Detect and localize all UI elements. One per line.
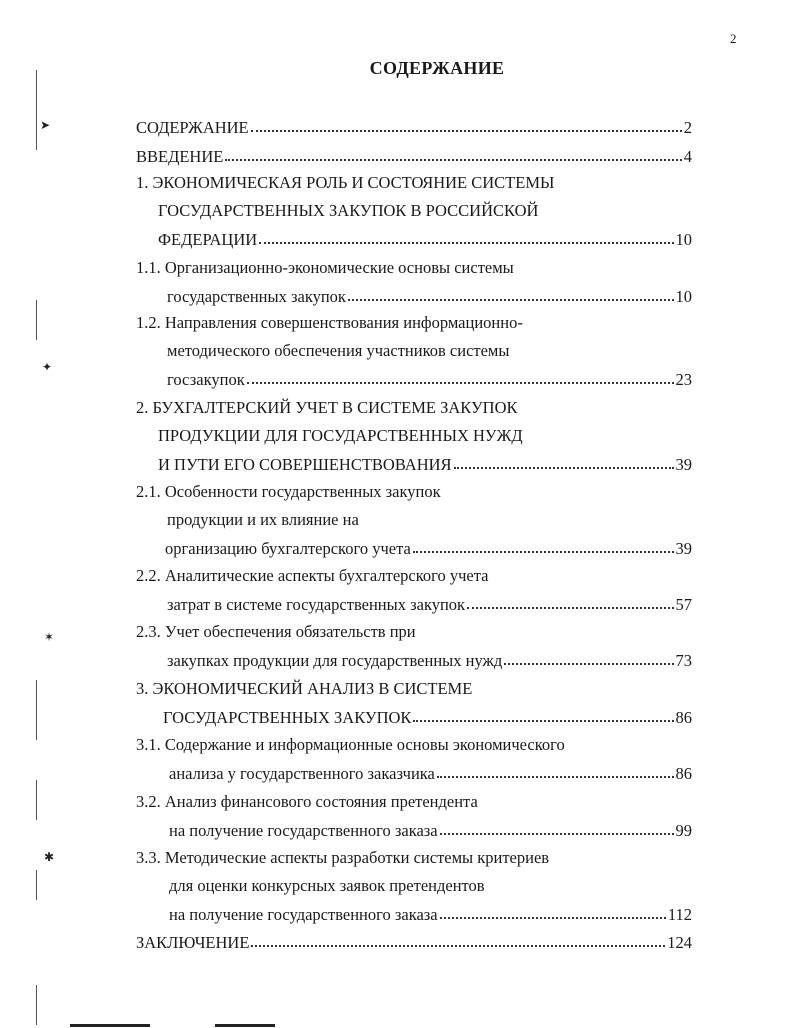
toc-entry-chapter-3-line: 3. ЭКОНОМИЧЕСКИЙ АНАЛИЗ В СИСТЕМЕ: [136, 679, 473, 698]
toc-entry-3-1-line: 3.1. Содержание и информационные основы экономического: [136, 735, 565, 754]
toc-entry-chapter-1[interactable]: [158, 229, 692, 250]
toc-page-number: 39: [675, 455, 692, 474]
toc-page-number: 86: [675, 764, 692, 783]
toc-entry-2-2[interactable]: [167, 594, 692, 615]
toc-entry-conclusion[interactable]: [136, 932, 692, 953]
binding-hole-mark: ✱: [44, 850, 55, 864]
toc-entry-3-3-line: для оценки конкурсных заявок претендентов: [169, 876, 485, 895]
toc-page-number: 99: [675, 821, 692, 840]
toc-entry-title: закупках продукции для государственных нужд: [167, 651, 503, 670]
toc-page-number: 4: [683, 147, 692, 166]
toc-entry-chapter-3[interactable]: [163, 707, 692, 728]
toc-page-number: 112: [667, 905, 692, 924]
dot-leader: [251, 931, 665, 947]
toc-entry-contents[interactable]: [136, 117, 692, 138]
dot-leader: [440, 903, 666, 919]
toc-entry-2-2-line: 2.2. Аналитические аспекты бухгалтерского учета: [136, 566, 489, 585]
dot-leader: [247, 368, 674, 384]
toc-entry-title: СОДЕРЖАНИЕ: [136, 118, 249, 137]
toc-entry-title: анализа у государственного заказчика: [169, 764, 435, 783]
toc-entry-2-3[interactable]: [167, 650, 692, 671]
toc-entry-1-1-line: 1.1. Организационно-экономические основы системы: [136, 258, 514, 277]
binding-hole-mark: ✦: [42, 360, 53, 374]
dot-leader: [504, 649, 673, 665]
toc-entry-title: ЗАКЛЮЧЕНИЕ: [136, 933, 250, 952]
toc-entry-3-1[interactable]: [169, 763, 692, 784]
toc-entry-title: И ПУТИ ЕГО СОВЕРШЕНСТВОВАНИЯ: [158, 455, 452, 474]
page-title: СОДЕРЖАНИЕ: [369, 58, 505, 78]
dot-leader: [348, 285, 674, 301]
toc-entry-title: ГОСУДАРСТВЕННЫХ ЗАКУПОК: [163, 708, 412, 727]
toc-entry-2-1-line: 2.1. Особенности государственных закупок: [136, 482, 441, 501]
toc-entry-title: на получение государственного заказа: [169, 905, 438, 924]
toc-page-number: 10: [675, 287, 692, 306]
dot-leader: [259, 228, 673, 244]
toc-entry-3-2[interactable]: [169, 820, 692, 841]
toc-entry-title: затрат в системе государственных закупок: [167, 595, 466, 614]
toc-entry-1-2[interactable]: [167, 369, 692, 390]
toc-entry-3-3[interactable]: [169, 904, 692, 925]
toc-page-number: 39: [675, 539, 692, 558]
dot-leader: [440, 819, 674, 835]
toc-entry-2-1[interactable]: [165, 538, 692, 559]
toc-page-number: 23: [675, 370, 692, 389]
toc-entry-3-2-line: 3.2. Анализ финансового состояния претендента: [136, 792, 478, 811]
toc-entry-title: ФЕДЕРАЦИИ: [158, 230, 258, 249]
dot-leader: [467, 593, 673, 609]
toc-entry-1-2-line: 1.2. Направления совершенствования информационно-: [136, 313, 523, 332]
toc-entry-2-1-line: продукции и их влияние на: [167, 510, 359, 529]
toc-entry-introduction[interactable]: [136, 146, 692, 167]
toc-page-number: 86: [675, 708, 692, 727]
dot-leader: [454, 453, 674, 469]
toc-entry-1-1[interactable]: [167, 286, 692, 307]
toc-entry-title: государственных закупок: [167, 287, 346, 306]
toc-entry-title: ВВЕДЕНИЕ: [136, 147, 224, 166]
toc-entry-chapter-2-line: ПРОДУКЦИИ ДЛЯ ГОСУДАРСТВЕННЫХ НУЖД: [158, 426, 523, 445]
toc-page-number: 10: [675, 230, 692, 249]
toc-entry-chapter-2-line: 2. БУХГАЛТЕРСКИЙ УЧЕТ В СИСТЕМЕ ЗАКУПОК: [136, 398, 518, 417]
toc-entry-chapter-2[interactable]: [158, 454, 692, 475]
toc-page-number: 124: [667, 933, 692, 952]
toc-entry-chapter-1-line: ГОСУДАРСТВЕННЫХ ЗАКУПОК В РОССИЙСКОЙ: [158, 201, 539, 220]
toc-page-number: 73: [675, 651, 692, 670]
toc-entry-title: на получение государственного заказа: [169, 821, 438, 840]
binding-hole-mark: ➤: [40, 118, 51, 132]
toc-entry-title: госзакупок: [167, 370, 245, 389]
page-number: 2: [730, 31, 737, 46]
toc-entry-title: организацию бухгалтерского учета: [165, 539, 411, 558]
toc-entry-3-3-line: 3.3. Методические аспекты разработки системы критериев: [136, 848, 550, 867]
toc-entry-1-2-line: методического обеспечения участников системы: [167, 341, 510, 360]
toc-page-number: 57: [675, 595, 692, 614]
dot-leader: [413, 537, 674, 553]
dot-leader: [251, 116, 682, 132]
binding-hole-mark: ✶: [44, 630, 55, 644]
dot-leader: [437, 762, 674, 778]
toc-entry-chapter-1-line: 1. ЭКОНОМИЧЕСКАЯ РОЛЬ И СОСТОЯНИЕ СИСТЕМЫ: [136, 173, 555, 192]
dot-leader: [225, 145, 681, 161]
dot-leader: [413, 706, 673, 722]
toc-entry-2-3-line: 2.3. Учет обеспечения обязательств при: [136, 622, 416, 641]
toc-page-number: 2: [683, 118, 692, 137]
